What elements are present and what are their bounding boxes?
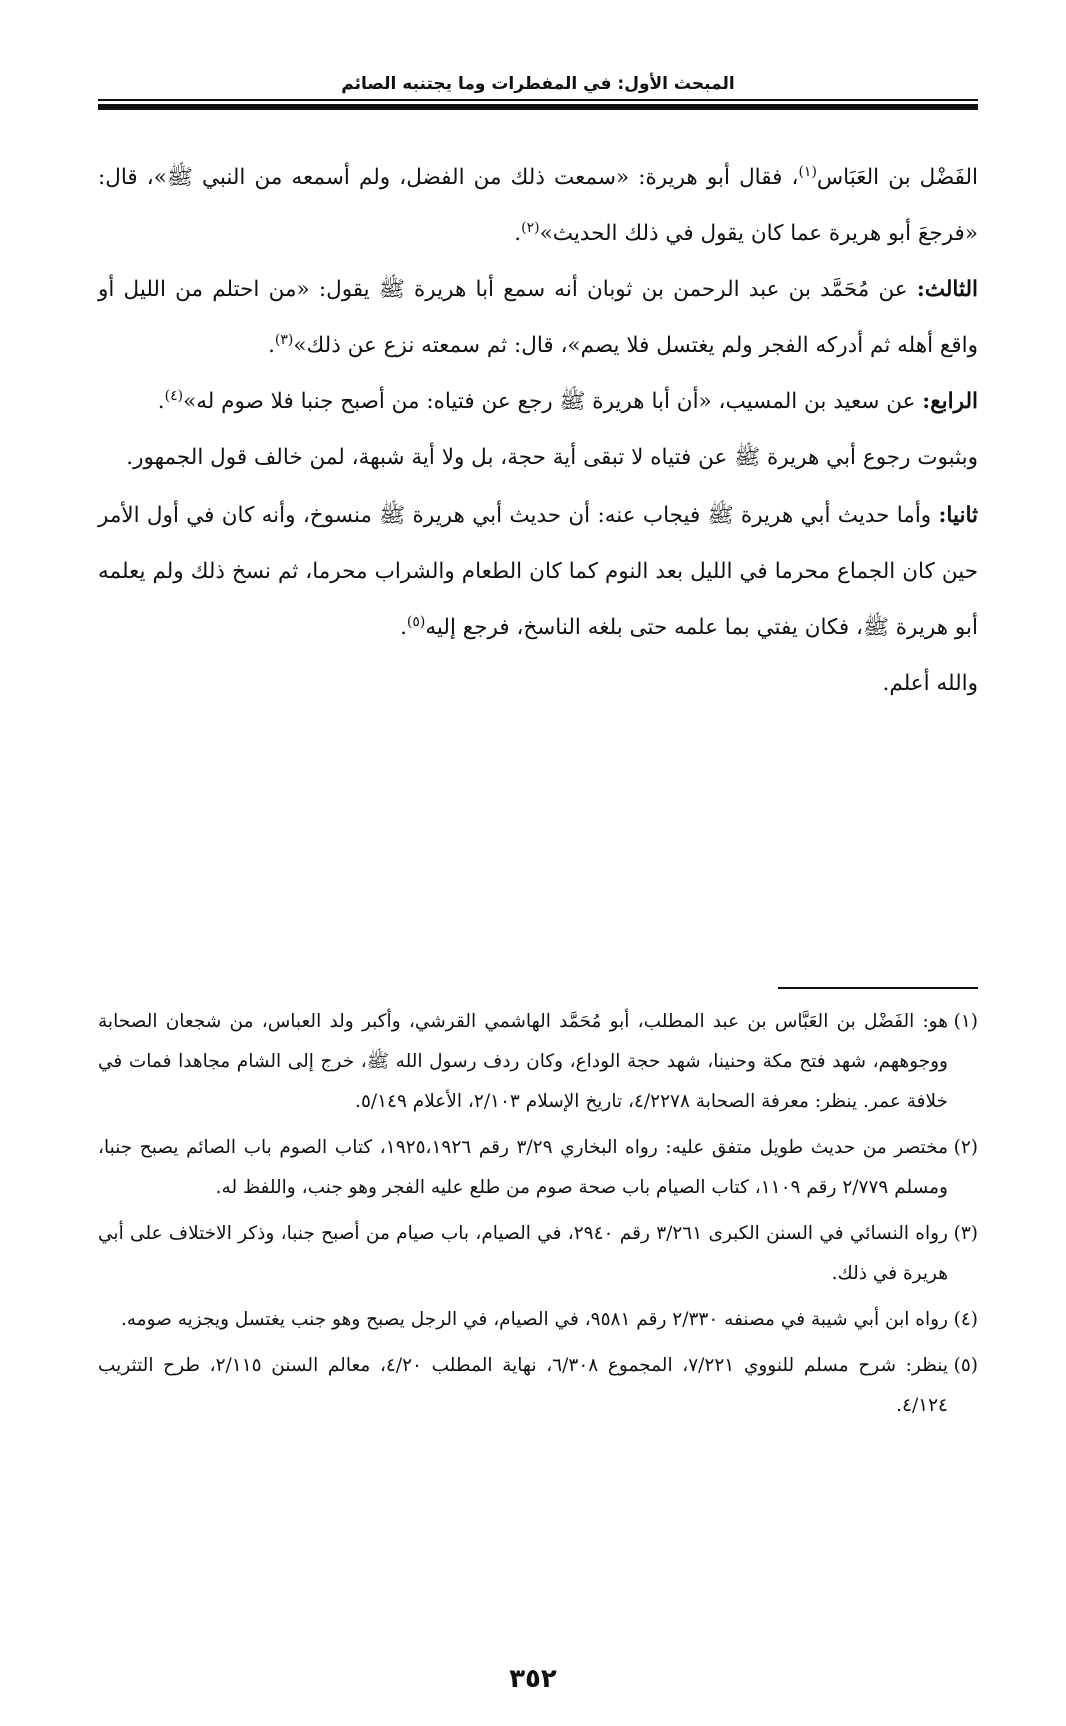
header-rule-thin	[98, 99, 978, 101]
footnote-item	[98, 1300, 978, 1340]
paragraph-2	[98, 262, 978, 374]
paragraph-2-end: .	[268, 333, 275, 358]
paragraph-3-lead: الرابع:	[922, 389, 978, 414]
paragraph-6-text: والله أعلم.	[882, 671, 978, 696]
footnote-number: (٤)	[953, 1309, 978, 1330]
footnote-item	[98, 1214, 978, 1294]
paragraph-5-text: وأما حديث أبي هريرة ﷺ فيجاب عنه: أن حديث أبي هريرة ﷺ منسوخ، وأنه كان في أول الأمر حين كان الجماع محرما في الليل بعد النوم كما كان الطعام والشراب محرما، ثم نسخ ذلك ولم يعلمه أبو هريرة ﷺ، فكان يفتي بما علمه حتى بلغه الناسخ، فرجع إليه	[98, 503, 978, 640]
footnote-item	[98, 1128, 978, 1208]
paragraph-3-end: .	[157, 389, 165, 414]
footnote-text: رواه النسائي في السنن الكبرى ٣/٢٦١ رقم ٢٩٤٠، في الصيام، باب صيام من أصبح جنبا، وذكر الاختلاف على أبي هريرة في ذلك.	[98, 1223, 948, 1284]
footnote-ref-3: (٣)	[274, 332, 294, 348]
paragraph-2-lead: الثالث:	[916, 277, 978, 302]
paragraph-2-text: عن مُحَمَّد بن عبد الرحمن بن ثوبان أنه سمع أبا هريرة ﷺ يقول: «من احتلم من الليل أو واقع أهله ثم أدركه الفجر ولم يغتسل فلا يصم»، قال: ثم سمعته نزع عن ذلك»	[98, 277, 978, 358]
footnote-item	[98, 1346, 978, 1426]
paragraph-3-text: عن سعيد بن المسيب، «أن أبا هريرة ﷺ رجع عن فتياه: من أصبح جنبا فلا صوم له»	[183, 389, 923, 414]
paragraph-1-text-a: الفَضْل بن العَبَاس	[816, 165, 979, 190]
paragraph-1-text-b: ، فقال أبو هريرة: «سمعت ذلك من الفضل، ولم أسمعه من النبي ﷺ»، قال: «فرجعَ أبو هريرة عما كان يقول في ذلك الحديث»	[98, 165, 978, 246]
paragraph-5-lead: ثانيا:	[938, 503, 978, 528]
footnote-number: (١)	[953, 1011, 978, 1032]
footnote-ref-4: (٤)	[164, 388, 184, 404]
page-number: ٣٥٢	[509, 1664, 557, 1694]
paragraph-4	[98, 430, 978, 486]
footnote-ref-2: (٢)	[521, 220, 540, 236]
paragraph-3	[98, 374, 978, 430]
running-header: المبحث الأول: في المفطرات وما يجتنبه الصائم	[341, 74, 735, 94]
paragraph-1	[98, 150, 978, 262]
paragraph-5-end: .	[400, 615, 407, 640]
footnote-item	[98, 1002, 978, 1122]
main-text	[98, 150, 978, 712]
header-rule-thick	[98, 104, 978, 110]
paragraph-6	[98, 656, 978, 712]
footnote-ref-1: (١)	[798, 164, 817, 180]
footnote-number: (٣)	[953, 1223, 978, 1244]
paragraph-1-end: .	[514, 221, 522, 246]
footnote-number: (٢)	[953, 1137, 978, 1158]
footnote-number: (٥)	[953, 1355, 978, 1376]
footnotes	[98, 1002, 978, 1432]
footnote-text: مختصر من حديث طويل متفق عليه: رواه البخاري ٣/٢٩ رقم ١٩٢٥،١٩٢٦، كتاب الصوم باب الصائم يصبح جنبا، ومسلم ٢/٧٧٩ رقم ١١٠٩، كتاب الصيام باب صحة صوم من طلع عليه الفجر وهو جنب، واللفظ له.	[98, 1137, 948, 1198]
paragraph-4-text: وبثبوت رجوع أبي هريرة ﷺ عن فتياه لا تبقى أية حجة، بل ولا أية شبهة، لمن خالف قول الجمهور.	[126, 445, 978, 470]
footnote-ref-5: (٥)	[406, 614, 426, 630]
footnote-text: هو: الفَضْل بن العَبَّاس بن عبد المطلب، أبو مُحَمَّد الهاشمي القرشي، وأكبر ولد العباس، من شجعان الصحابة ووجوههم، شهد فتح مكة وحنينا، شهد حجة الوداع، وكان ردف رسول الله ﷺ، خرج إلى الشام مجاهدا فمات في خلافة عمر. ينظر: معرفة الصحابة ٤/٢٢٧٨، تاريخ الإسلام ٢/١٠٣، الأعلام ٥/١٤٩.	[98, 1011, 948, 1112]
footnote-separator	[778, 987, 978, 989]
footnote-text: رواه ابن أبي شيبة في مصنفه ٢/٣٣٠ رقم ٩٥٨١، في الصيام، في الرجل يصبح وهو جنب يغتسل ويجزيه صومه.	[120, 1309, 948, 1330]
footnote-text: ينظر: شرح مسلم للنووي ٧/٢٢١، المجموع ٦/٣٠٨، نهاية المطلب ٤/٢٠، معالم السنن ٢/١١٥، طرح التثريب ٤/١٢٤.	[98, 1355, 948, 1416]
paragraph-5	[98, 488, 978, 656]
